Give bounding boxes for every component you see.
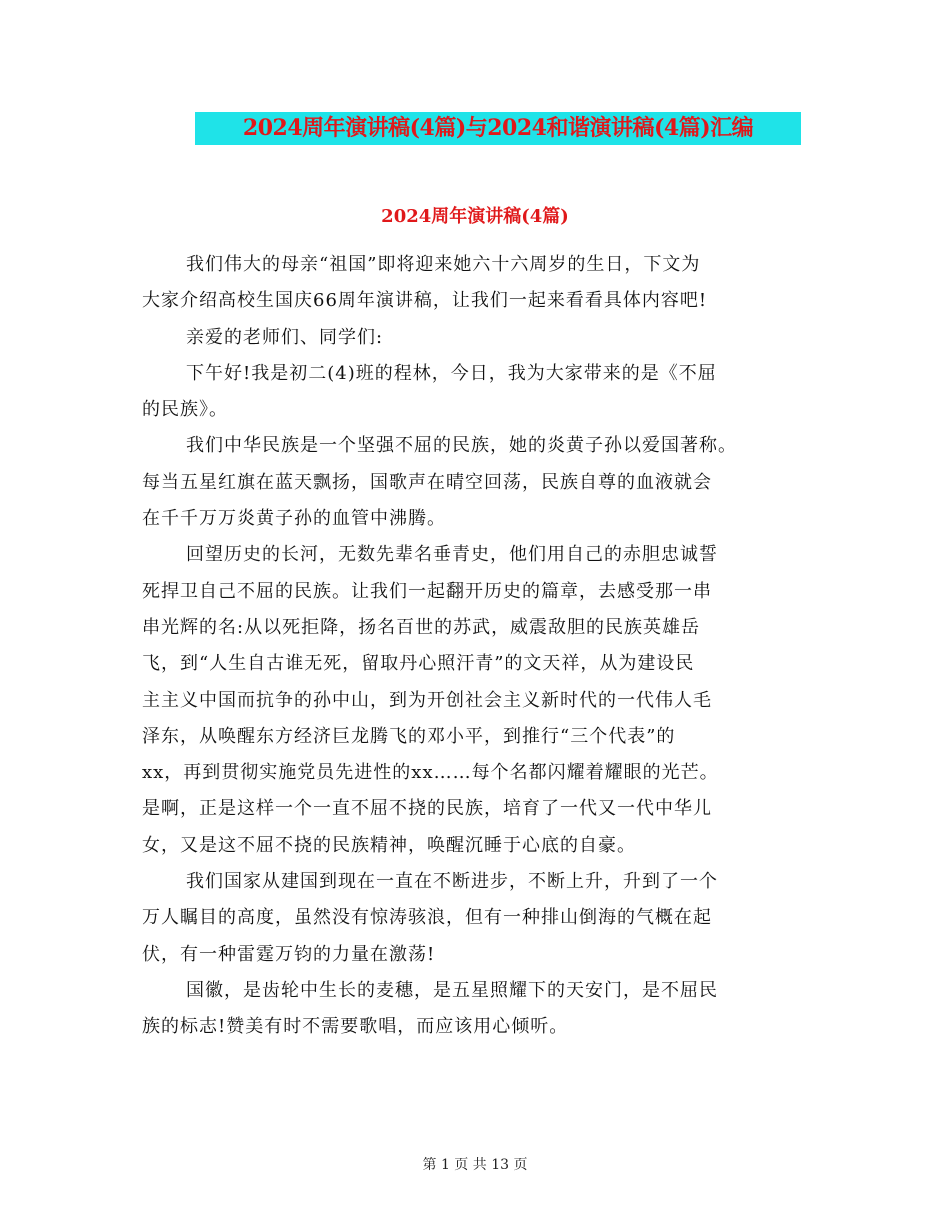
text-line: 大家介绍高校生国庆66周年演讲稿，让我们一起来看看具体内容吧! bbox=[142, 290, 708, 312]
body-text bbox=[142, 247, 822, 1046]
text-line: 回望历史的长河，无数先辈名垂青史，他们用自己的赤胆忠诚誓 bbox=[186, 544, 718, 566]
text-line: 在千千万万炎黄子孙的血管中沸腾。 bbox=[142, 508, 446, 530]
text-line: 万人瞩目的高度，虽然没有惊涛骇浪，但有一种排山倒海的气概在起 bbox=[142, 907, 712, 929]
text-line: 每当五星红旗在蓝天飘扬，国歌声在晴空回荡，民族自尊的血液就会 bbox=[142, 471, 712, 493]
text-line: 我们伟大的母亲“祖国”即将迎来她六十六周岁的生日，下文为 bbox=[186, 254, 701, 275]
text-line: 死捍卫自己不屈的民族。让我们一起翻开历史的篇章，去感受那一串 bbox=[142, 580, 712, 602]
text-line: 女，又是这不屈不挠的民族精神，唤醒沉睡于心底的自豪。 bbox=[142, 834, 636, 856]
section-title: 2024周年演讲稿(4篇) bbox=[381, 206, 569, 227]
text-line: 主主义中国而抗争的孙中山，到为开创社会主义新时代的一代伟人毛 bbox=[142, 689, 712, 711]
text-line: 亲爱的老师们、同学们: bbox=[186, 326, 384, 348]
document-title: 2024周年演讲稿(4篇)与2024和谐演讲稿(4篇)汇编 bbox=[195, 112, 801, 145]
text-line: 国徽，是齿轮中生长的麦穗，是五星照耀下的天安门，是不屈民 bbox=[186, 979, 718, 1001]
page-footer: 第 1 页 共 13 页 bbox=[422, 1157, 528, 1173]
text-line: 的民族》。 bbox=[142, 399, 228, 421]
text-line: 是啊，正是这样一个一直不屈不挠的民族，培育了一代又一代中华儿 bbox=[142, 798, 712, 820]
text-line: 下午好!我是初二(4)班的程林，今日，我为大家带来的是《不屈 bbox=[186, 362, 717, 384]
text-line: 飞，到“人生自古谁无死，留取丹心照汗青”的文天祥，从为建设民 bbox=[142, 653, 695, 675]
text-line: xx，再到贯彻实施党员先进性的xx……每个名都闪耀着耀眼的光芒。 bbox=[142, 762, 719, 784]
text-line: 伏，有一种雷霆万钧的力量在激荡! bbox=[142, 943, 436, 965]
text-line: 串光辉的名:从以死拒降，扬名百世的苏武，威震敌胆的民族英雄岳 bbox=[142, 616, 701, 638]
text-line: 我们国家从建国到现在一直在不断进步，不断上升，升到了一个 bbox=[186, 871, 718, 893]
text-line: 族的标志!赞美有时不需要歌唱，而应该用心倾听。 bbox=[142, 1016, 569, 1038]
text-line: 泽东，从唤醒东方经济巨龙腾飞的邓小平，到推行“三个代表”的 bbox=[142, 725, 676, 747]
text-line: 我们中华民族是一个坚强不屈的民族，她的炎黄子孙以爱国著称。 bbox=[186, 435, 737, 457]
